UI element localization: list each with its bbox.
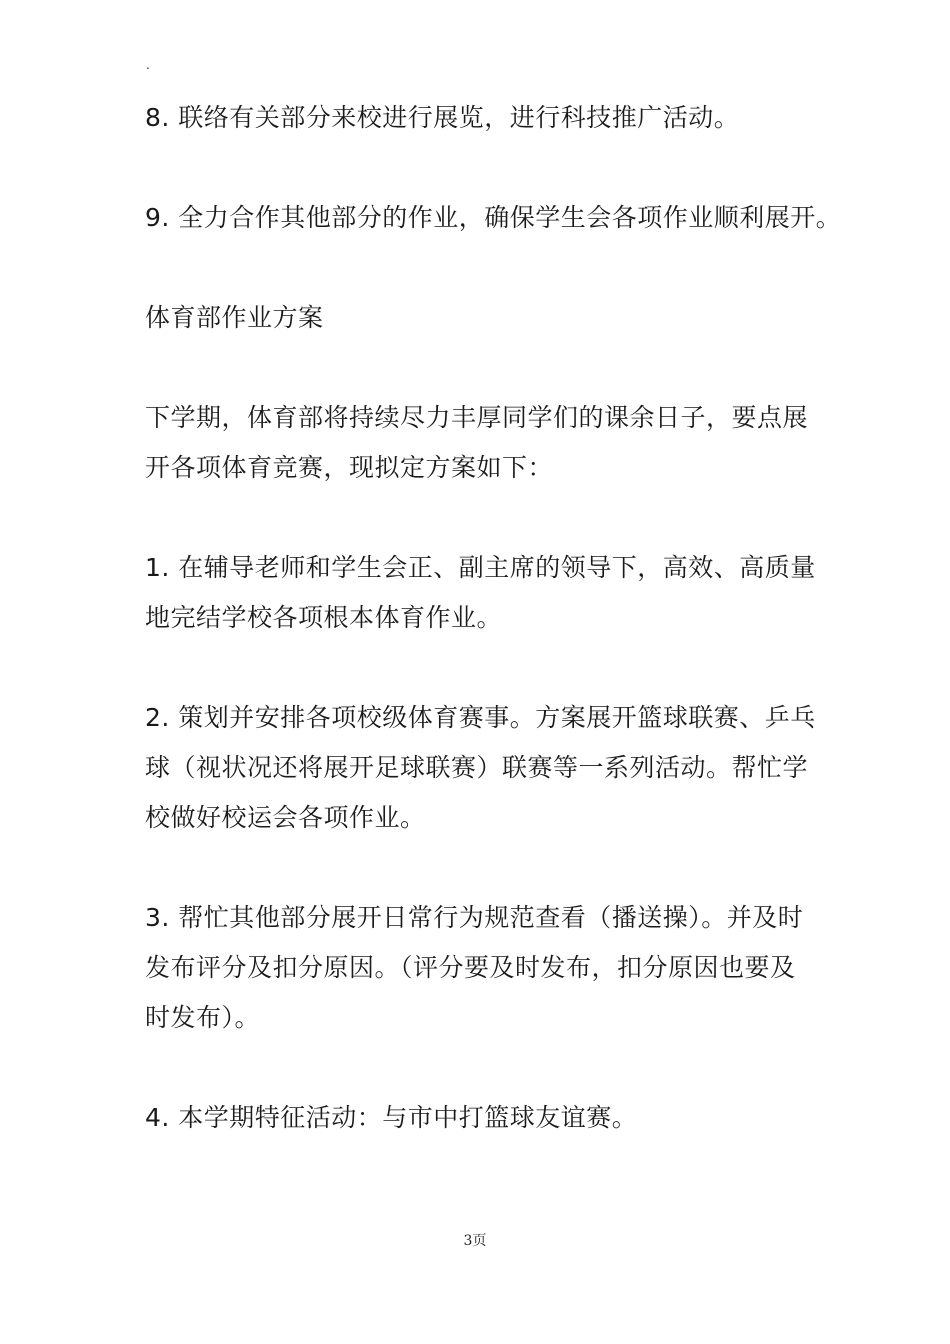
section-title: 体育部作业方案 (145, 303, 324, 332)
plan-item-4-line-1: 4. 本学期特征活动：与市中打篮球友谊赛。 (145, 1103, 638, 1132)
list-item-8: 8. 联络有关部分来校进行展览，进行科技推广活动。 (145, 103, 740, 132)
list-item-9: 9. 全力合作其他部分的作业，确保学生会各项作业顺利展开。 (145, 203, 842, 232)
plan-item-2-line-1: 2. 策划并安排各项校级体育赛事。方案展开篮球联赛、乒乓 (145, 703, 816, 732)
plan-item-1-line-1: 1. 在辅导老师和学生会正、副主席的领导下，高效、高质量 (145, 553, 816, 582)
plan-item-3-line-2: 发布评分及扣分原因。（评分要及时发布，扣分原因也要及 (145, 953, 796, 982)
plan-item-3-line-1: 3. 帮忙其他部分展开日常行为规范查看（播送操）。并及时 (145, 903, 804, 932)
page-number: 3页 (463, 1233, 487, 1249)
intro-line-1: 下学期，体育部将持续尽力丰厚同学们的课余日子，要点展 (145, 403, 809, 432)
plan-item-1-line-2: 地完结学校各项根本体育作业。 (145, 603, 503, 632)
header-mark: . (146, 58, 150, 72)
plan-item-2-line-3: 校做好校运会各项作业。 (145, 803, 426, 832)
plan-item-2-line-2: 球（视状况还将展开足球联赛）联赛等一系列活动。帮忙学 (145, 753, 809, 782)
intro-line-2: 开各项体育竞赛，现拟定方案如下： (145, 453, 554, 482)
plan-item-3-line-3: 时发布）。 (145, 1003, 261, 1032)
